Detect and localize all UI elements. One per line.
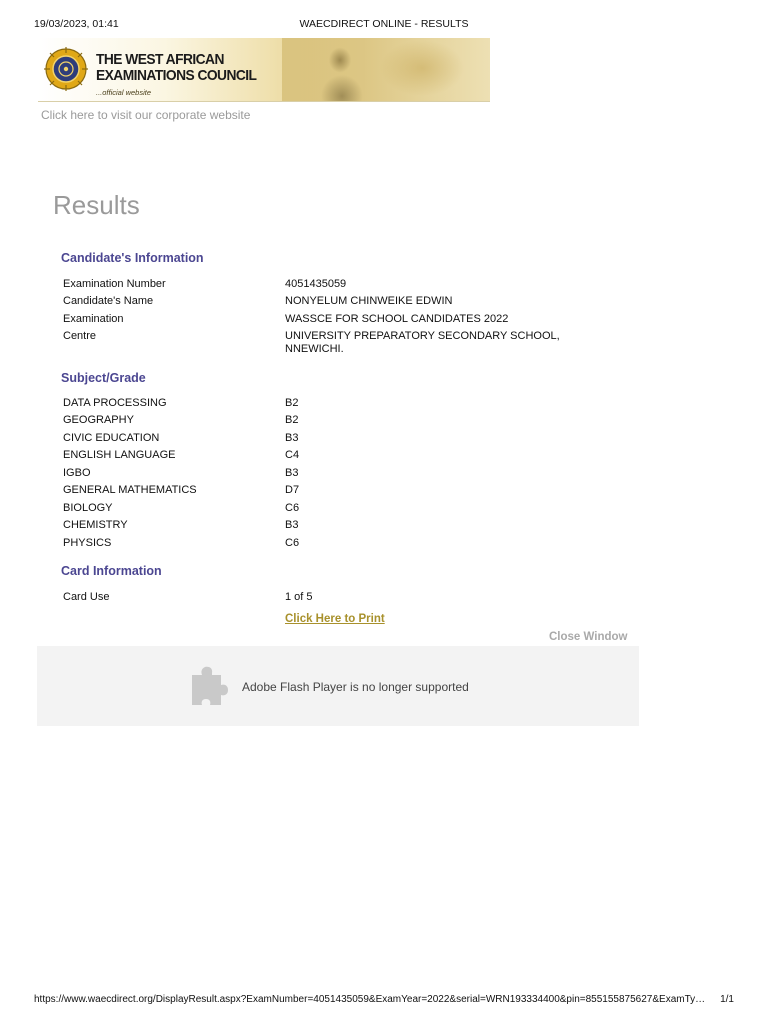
info-value	[285, 330, 625, 356]
subject-grade: B3	[285, 519, 299, 531]
candidate-info-heading: Candidate's Information	[61, 251, 204, 265]
print-footer	[34, 994, 734, 1008]
subject-name: ENGLISH LANGUAGE	[63, 449, 176, 461]
org-name	[96, 52, 256, 84]
banner-photo	[282, 38, 490, 102]
info-value: WASSCE FOR SCHOOL CANDIDATES 2022	[285, 313, 509, 325]
info-label: Examination	[63, 313, 124, 325]
info-label: Candidate's Name	[63, 295, 154, 307]
info-row-centre	[63, 330, 623, 358]
subject-name: GEOGRAPHY	[63, 414, 134, 426]
subject-name: DATA PROCESSING	[63, 397, 167, 409]
page-title: Results	[53, 190, 140, 220]
subject-grade: B2	[285, 414, 299, 426]
print-page-indicator: 1/1	[720, 994, 734, 1005]
banner-tagline: ...official website	[96, 88, 152, 97]
subject-name: BIOLOGY	[63, 502, 113, 514]
waec-seal-icon	[44, 47, 88, 91]
print-header	[34, 18, 734, 32]
info-value: 4051435059	[285, 278, 347, 290]
close-window-button[interactable]: Close Window	[549, 631, 628, 643]
card-use-value: 1 of 5	[285, 591, 313, 603]
subject-grade: C6	[285, 537, 300, 549]
print-datetime: 19/03/2023, 01:41	[34, 18, 119, 30]
subject-grade-heading: Subject/Grade	[61, 371, 146, 385]
flash-plugin-placeholder	[37, 646, 639, 726]
card-info-heading: Card Information	[61, 564, 162, 578]
subject-grade: C4	[285, 449, 300, 461]
puzzle-piece-icon	[186, 663, 230, 707]
info-label: Centre	[63, 330, 97, 342]
info-value: NONYELUM CHINWEIKE EDWIN	[285, 295, 453, 307]
subject-name: CIVIC EDUCATION	[63, 432, 160, 444]
subject-name: IGBO	[63, 467, 91, 479]
subject-grade: B3	[285, 467, 299, 479]
subject-grade: C6	[285, 502, 300, 514]
subject-name: GENERAL MATHEMATICS	[63, 484, 197, 496]
subject-name: PHYSICS	[63, 537, 112, 549]
waec-banner	[38, 38, 490, 102]
flash-unsupported-message: Adobe Flash Player is no longer supported	[242, 680, 469, 694]
subject-grade: B2	[285, 397, 299, 409]
centre-line1: UNIVERSITY PREPARATORY SECONDARY SCHOOL,	[285, 330, 560, 342]
subject-name: CHEMISTRY	[63, 519, 128, 531]
subject-grade: B3	[285, 432, 299, 444]
info-label: Examination Number	[63, 278, 166, 290]
corporate-website-link[interactable]: Click here to visit our corporate website	[41, 108, 251, 122]
org-name-line2: EXAMINATIONS COUNCIL	[96, 67, 257, 84]
org-name-line1: THE WEST AFRICAN	[96, 51, 224, 68]
card-use-label: Card Use	[63, 591, 110, 603]
print-button[interactable]: Click Here to Print	[285, 613, 385, 625]
print-footer-url: https://www.waecdirect.org/DisplayResult.aspx?ExamNumber=4051435059&ExamYear=2022&serial=WRN193334400&pin=855155875627&ExamTy…	[34, 994, 706, 1005]
print-page-title: WAECDIRECT ONLINE - RESULTS	[299, 18, 469, 30]
centre-line2: NNEWICHI.	[285, 343, 344, 355]
subject-grade: D7	[285, 484, 300, 496]
